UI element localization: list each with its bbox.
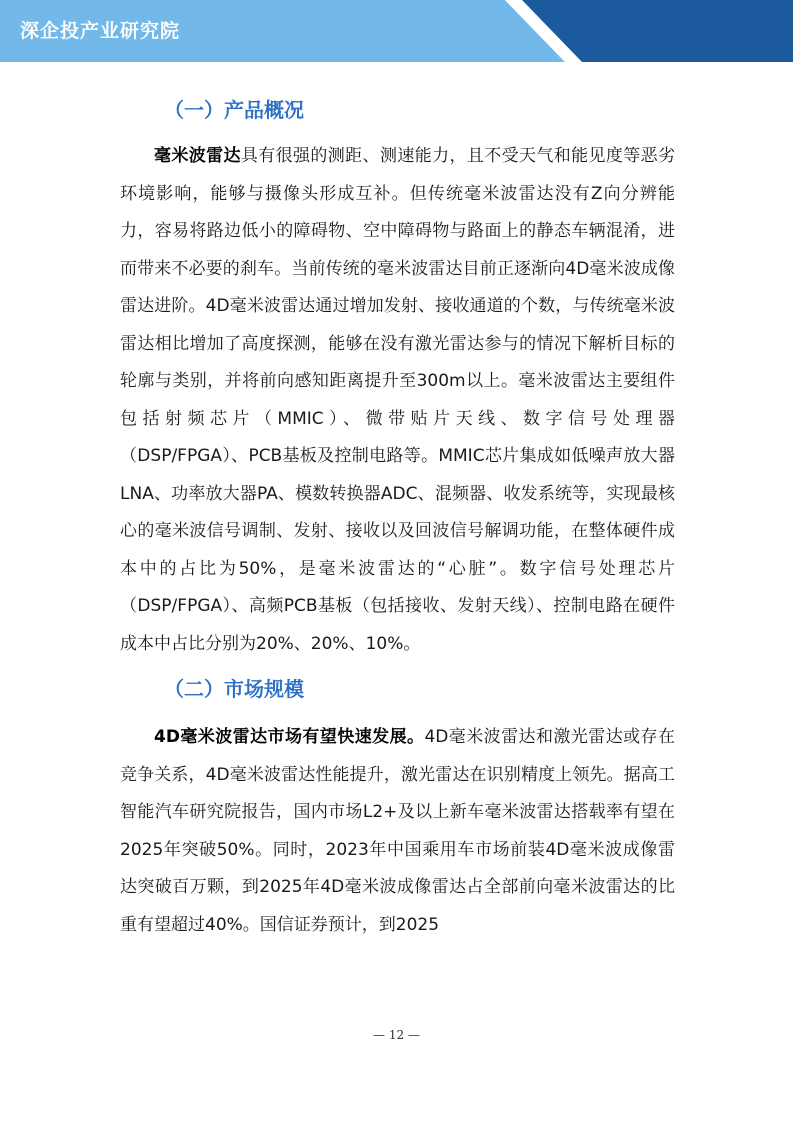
section-heading-market-size: （二）市场规模 xyxy=(164,677,304,701)
document-body xyxy=(120,90,675,944)
paragraph-text: 具有很强的测距、测速能力，且不受天气和能见度等恶劣环境影响，能够与摄像头形成互补。但传统毫米波雷达没有Z向分辨能力，容易将路边低小的障碍物、空中障碍物与路面上的静态车辆混淆，进而带来不必要的刹车。当前传统的毫米波雷达目前正逐渐向4D毫米波成像雷达进阶。4D毫米波雷达通过增加发射、接收通道的个数，与传统毫米波雷达相比增加了高度探测，能够在没有激光雷达参与的情况下解析目标的轮廓与类别，并将前向感知距离提升至300m以上。毫米波雷达主要组件包括射频芯片（MMIC）、微带贴片天线、数字信号处理器（DSP/FPGA）、PCB基板及控制电路等。MMIC芯片集成如低噪声放大器LNA、功率放大器PA、模数转换器ADC、混频器、收发系统等，实现最核心的毫米波信号调制、发射、接收以及回波信号解调功能，在整体硬件成本中的占比为50%，是毫米波雷达的“心脏”。数字信号处理芯片（DSP/FPGA）、高频PCB基板（包括接收、发射天线）、控制电路在硬件成本中占比分别为20%、20%、10%。 xyxy=(120,146,676,654)
lead-term: 毫米波雷达 xyxy=(154,146,241,166)
paragraph-text: 4D毫米波雷达和激光雷达或存在竞争关系，4D毫米波雷达性能提升，激光雷达在识别精度上领先。据高工智能汽车研究院报告，国内市场L2+及以上新车毫米波雷达搭载率有望在2025年突破50%。同时，2023年中国乘用车市场前装4D毫米波成像雷达突破百万颗，到2025年4D毫米波成像雷达占全部前向毫米波雷达的比重有望超过40%。国信证券预计，到2025 xyxy=(120,727,675,935)
paragraph-product-overview xyxy=(120,138,675,663)
page-number: — 12 — xyxy=(373,1028,420,1042)
paragraph-market-size xyxy=(120,719,675,944)
lead-sentence: 4D毫米波雷达市场有望快速发展。 xyxy=(154,727,425,747)
section-heading-product-overview: （一）产品概况 xyxy=(164,98,304,122)
header-band xyxy=(0,0,793,62)
header-title: 深企投产业研究院 xyxy=(20,20,181,42)
